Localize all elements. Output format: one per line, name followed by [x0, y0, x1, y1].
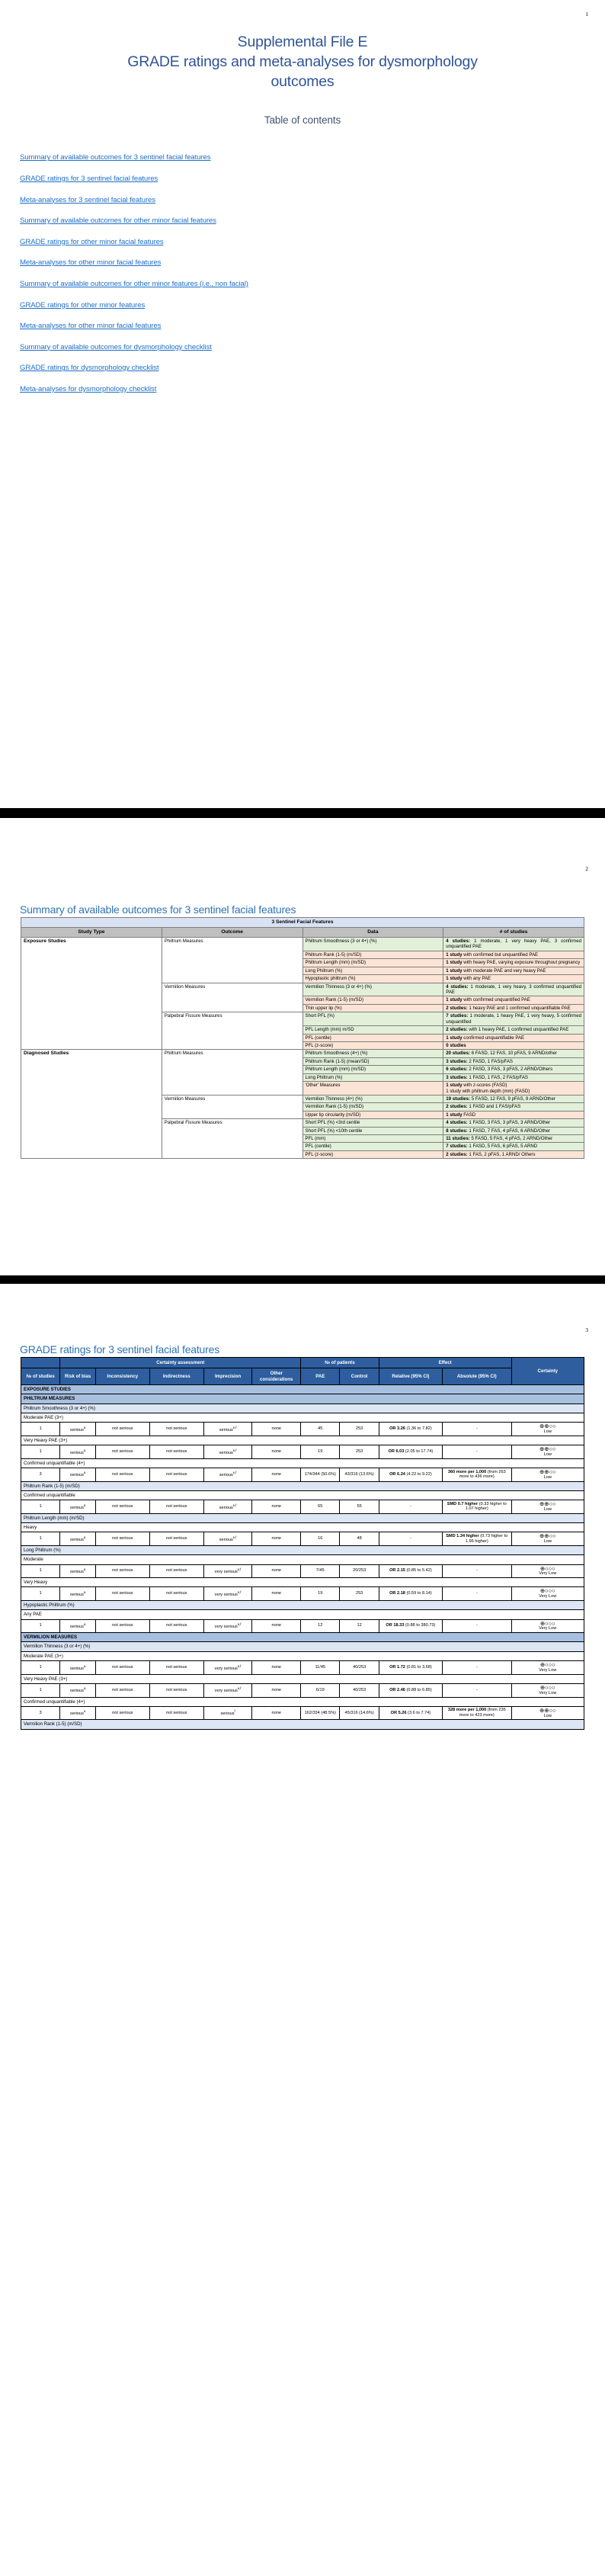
grade-cell: none — [252, 1619, 301, 1633]
grade-cell: - — [443, 1587, 512, 1601]
grade-col-header: Relative (95% CI) — [379, 1368, 442, 1385]
grade-cell: serious$^a$ — [60, 1500, 95, 1514]
grade-subgroup-label: Very Heavy PAE (3+) — [21, 1674, 584, 1683]
grade-col-header: Absolute (95% CI) — [443, 1368, 512, 1385]
grade-cell: not serious — [95, 1706, 149, 1720]
table-row — [21, 1423, 584, 1436]
grade-section-row — [21, 1633, 584, 1642]
grade-cell: serious$^f$ — [203, 1706, 252, 1720]
summary-studies-cell: 1 study with any PAE — [443, 975, 584, 983]
grade-outcome-label: Long Philtrum (%) — [21, 1545, 584, 1554]
summary-studies-cell: 1 study with confirmed but unquantified PAE — [443, 951, 584, 958]
summary-studies-cell: 4 studies: 1 FASD, 3 FAS, 3 pFAS, 3 ARND/Other — [443, 1119, 584, 1127]
summary-studies-cell: 7 studies: 1 moderate, 1 heavy PAE, 1 very heavy, 5 confirmed unquantified — [443, 1012, 584, 1026]
summary-studies-cell: 4 studies: 1 moderate, 1 very heavy PAE, 3 confirmed unquantified PAE — [443, 938, 584, 951]
grade-cell: 19 — [301, 1587, 340, 1601]
toc-heading: Table of contents — [264, 114, 341, 127]
grade-cell: none — [252, 1445, 301, 1459]
page-number: 1 — [585, 11, 588, 18]
grade-subgroup-label: Confirmed unquantifiable — [21, 1490, 584, 1500]
toc-link-meta-other-minor[interactable]: Meta-analyses for other minor facial features — [20, 322, 162, 331]
grade-outcome-label: Philtrum Rank (1-5) (m/SD) — [21, 1481, 584, 1490]
grade-outcome-label: Philtrum Smoothness (3 or 4+) (%) — [21, 1403, 584, 1413]
table-row — [21, 1050, 584, 1057]
toc-link-meta-minor-facial[interactable]: Meta-analyses for other minor facial features — [20, 258, 162, 268]
table-row — [21, 1468, 584, 1481]
page-divider-1 — [0, 808, 605, 818]
grade-outcome-label: Vermilion Thinness (3 or 4+) (%) — [21, 1642, 584, 1651]
summary-data-cell: Philtrum Length (mm) (m/SD) — [302, 1066, 443, 1073]
summary-data-cell: Vermilion Thinness (4+) (%) — [302, 1095, 443, 1102]
grade-group-certainty-final: Certainty — [511, 1358, 584, 1385]
summary-studies-cell: 1 study with z-scores (FASD) 1 study with philtrum depth (mm) (FASD) — [443, 1082, 584, 1096]
grade-cell: not serious — [95, 1619, 149, 1633]
summary-data-cell: Hypoplastic philtrum (%) — [302, 975, 443, 983]
grade-cell: not serious — [149, 1706, 203, 1720]
grade-cell: not serious — [95, 1661, 149, 1675]
grade-cell: - — [379, 1532, 442, 1546]
grade-cell: 65 — [301, 1500, 340, 1514]
slide-title-page — [0, 0, 605, 808]
summary-data-cell: 'Other' Measures — [302, 1082, 443, 1096]
toc-link-grade-sentinel[interactable]: GRADE ratings for 3 sentinel facial features — [20, 174, 158, 183]
grade-cell: very serious$^{e,f}$ — [203, 1619, 252, 1633]
summary-data-cell: PFL (mm) — [302, 1135, 443, 1143]
summary-studies-cell: 2 studies: 1 heavy PAE and 1 confirmed unquantifiable PAE — [443, 1004, 584, 1012]
grade-cell: SMD 0.7 higher (0.33 higher to 1.07 higher) — [443, 1500, 512, 1514]
grade-cell: ⊕○○○ Very Low — [511, 1587, 584, 1601]
grade-cell: serious$^a$ — [60, 1445, 95, 1459]
toc-group-minor-facial — [20, 217, 605, 267]
summary-outcomes-table — [21, 917, 584, 1159]
grade-subgroup-label: Any PAE — [21, 1610, 584, 1619]
summary-studies-cell: 3 studies: 2 FASD, 1 FAS/pFAS — [443, 1057, 584, 1065]
summary-studies-cell: 4 studies: 1 moderate, 1 very heavy, 3 confirmed unquantified PAE — [443, 983, 584, 996]
grade-subgroup-label: Moderate PAE (3+) — [21, 1413, 584, 1422]
summary-studies-cell: 0 studies — [443, 1041, 584, 1049]
summary-outcome: Philtrum Measures — [162, 938, 302, 983]
summary-studies-cell: 2 studies: 1 FAS, 2 pFAS, 1 ARND/ Others — [443, 1150, 584, 1158]
summary-data-cell: Philtrum Rank (1-5) (m/SD) — [302, 951, 443, 958]
toc-link-summary-checklist[interactable]: Summary of available outcomes for dysmorphology checklist — [20, 342, 212, 351]
grade-cell: serious$^a$ — [60, 1532, 95, 1546]
grade-cell: 3 — [21, 1468, 60, 1481]
grade-subgroup-row — [21, 1651, 584, 1660]
grade-outcome-row — [21, 1720, 584, 1729]
grade-cell: not serious — [149, 1500, 203, 1514]
summary-data-cell: Thin upper lip (%) — [302, 1004, 443, 1012]
grade-col-header: Other considerations — [252, 1368, 301, 1385]
toc-link-meta-checklist[interactable]: Meta-analyses for dysmorphology checklist — [20, 384, 157, 393]
grade-cell: very serious$^{e,f}$ — [203, 1661, 252, 1675]
grade-cell: serious$^{e,f}$ — [203, 1468, 252, 1481]
grade-cell: serious$^a$ — [60, 1706, 95, 1720]
toc-group-checklist — [20, 344, 605, 393]
grade-cell: 40/253 — [340, 1661, 379, 1675]
grade-cell: 1 — [21, 1423, 60, 1436]
table-row — [21, 1500, 584, 1514]
grade-cell: serious$^{e,f}$ — [203, 1423, 252, 1436]
grade-cell: OR 2.46 (0.88 to 6.85) — [379, 1683, 442, 1697]
grade-outcome-row — [21, 1600, 584, 1609]
grade-cell: serious$^a$ — [60, 1683, 95, 1697]
summary-data-cell: Philtrum Rank (1-5) (mean/SD) — [302, 1057, 443, 1065]
grade-cell: serious$^a$ — [60, 1619, 95, 1633]
grade-subgroup-label: Confirmed unquantifiable (4+) — [21, 1697, 584, 1706]
grade-cell: SMD 1.34 higher (0.73 higher to 1.96 higher) — [443, 1532, 512, 1546]
table-row — [21, 1587, 584, 1601]
table-row — [21, 1683, 584, 1697]
table-row — [21, 938, 584, 951]
grade-cell: 6/19 — [301, 1683, 340, 1697]
summary-col-header: Data — [302, 928, 443, 938]
grade-cell: OR 1.72 (0.81 to 3.68) — [379, 1661, 442, 1675]
summary-studies-cell: 20 studies: 6 FASD, 12 FAS, 10 pFAS, 9 ARND/other — [443, 1050, 584, 1057]
summary-data-cell: PFL (centile) — [302, 1034, 443, 1041]
grade-group-blank — [21, 1358, 60, 1368]
slide-grade-ratings — [0, 1284, 605, 2115]
grade-cell: not serious — [149, 1587, 203, 1601]
summary-col-header: Outcome — [162, 928, 302, 938]
grade-cell: OR 18.33 (0.88 to 380.73) — [379, 1619, 442, 1633]
grade-cell: ⊕⊕○○ Low — [511, 1445, 584, 1459]
grade-cell: - — [443, 1564, 512, 1578]
summary-data-cell: Philtrum Length (mm) (m/SD) — [302, 959, 443, 967]
grade-cell: very serious$^{e,f}$ — [203, 1564, 252, 1578]
grade-cell: 360 more per 1,000 (from 263 more to 436 more) — [443, 1468, 512, 1481]
grade-cell: none — [252, 1423, 301, 1436]
summary-data-cell: PFL (z-score) — [302, 1150, 443, 1158]
grade-cell: 43/316 (13.6%) — [340, 1468, 379, 1481]
grade-cell: serious$^a$ — [60, 1661, 95, 1675]
grade-col-header: Control — [340, 1368, 379, 1385]
table-row — [21, 1661, 584, 1675]
grade-cell: not serious — [149, 1661, 203, 1675]
grade-cell: none — [252, 1532, 301, 1546]
grade-cell: not serious — [95, 1445, 149, 1459]
grade-cell: not serious — [149, 1619, 203, 1633]
toc-group-sentinel — [20, 154, 605, 204]
grade-col-header: № of studies — [21, 1368, 60, 1385]
summary-data-cell: Short PFL (%) — [302, 1012, 443, 1026]
summary-data-cell: Vermilion Rank (1-5) (m/SD) — [302, 1103, 443, 1111]
summary-col-header: Study Type — [21, 928, 162, 938]
grade-cell: not serious — [95, 1683, 149, 1697]
summary-data-cell: Upper lip circularity (m/SD) — [302, 1111, 443, 1118]
summary-header-row — [21, 928, 584, 938]
grade-group-header-row — [21, 1358, 584, 1368]
table-row — [21, 1532, 584, 1546]
grade-cell: not serious — [149, 1445, 203, 1459]
grade-subgroup-row — [21, 1458, 584, 1468]
grade-cell: 1 — [21, 1500, 60, 1514]
grade-cell: not serious — [149, 1683, 203, 1697]
title-line-3: outcomes — [270, 73, 335, 91]
page-title: GRADE ratings for 3 sentinel facial features — [20, 1343, 219, 1355]
grade-cell: 174/344 (50.6%) — [301, 1468, 340, 1481]
grade-cell: 40/253 — [340, 1683, 379, 1697]
summary-outcome: Palpebral Fissure Measures — [162, 1012, 302, 1050]
summary-studies-cell: 2 studies: 1 FASD and 1 FAS/pFAS — [443, 1103, 584, 1111]
toc-link-grade-other-minor[interactable]: GRADE ratings for other minor features — [20, 300, 146, 310]
summary-data-cell: Long Philtrum (%) — [302, 967, 443, 974]
grade-cell: ⊕⊕○○ Low — [511, 1706, 584, 1720]
grade-cell: not serious — [95, 1500, 149, 1514]
grade-cell: 253 — [340, 1445, 379, 1459]
grade-section-row — [21, 1394, 584, 1403]
grade-cell: ⊕○○○ Very Low — [511, 1619, 584, 1633]
grade-subgroup-row — [21, 1578, 584, 1587]
grade-cell: serious$^{e,f}$ — [203, 1532, 252, 1546]
grade-cell: 45/316 (14.6%) — [340, 1706, 379, 1720]
summary-data-cell: Vermilion Rank (1-5) (m/SD) — [302, 996, 443, 1004]
grade-cell: 1 — [21, 1619, 60, 1633]
grade-cell: none — [252, 1683, 301, 1697]
grade-cell: ⊕⊕○○ Low — [511, 1500, 584, 1514]
grade-cell: serious$^a$ — [60, 1564, 95, 1578]
grade-subgroup-row — [21, 1413, 584, 1422]
summary-data-cell: Short PFL (%) <10th centile — [302, 1127, 443, 1134]
grade-subgroup-label: Very Heavy PAE (3+) — [21, 1436, 584, 1445]
grade-cell: not serious — [95, 1468, 149, 1481]
grade-col-header: Risk of bias — [60, 1368, 95, 1385]
grade-col-header: Inconsistency — [95, 1368, 149, 1385]
grade-subgroup-row — [21, 1610, 584, 1619]
grade-cell: - — [443, 1661, 512, 1675]
grade-cell: serious$^{e,f}$ — [203, 1445, 252, 1459]
grade-cell: 1 — [21, 1661, 60, 1675]
page-title: Summary of available outcomes for 3 sentinel facial features — [20, 903, 296, 916]
grade-cell: 12 — [340, 1619, 379, 1633]
toc-link-summary-minor-facial[interactable]: Summary of available outcomes for other minor facial features — [20, 217, 216, 226]
grade-ratings-table — [21, 1357, 584, 1730]
grade-cell: 253 — [340, 1587, 379, 1601]
grade-cell: OR 6.24 (4.22 to 9.22) — [379, 1468, 442, 1481]
grade-cell: none — [252, 1706, 301, 1720]
grade-cell: not serious — [149, 1423, 203, 1436]
grade-cell: 11/45 — [301, 1661, 340, 1675]
table-row — [21, 1564, 584, 1578]
summary-study-type: Diagnosed Studies — [21, 1050, 162, 1159]
toc-link-summary-other-minor[interactable]: Summary of available outcomes for other minor features (i.e., non facial) — [20, 279, 248, 288]
grade-cell: OR 3.26 (1.36 to 7.82) — [379, 1423, 442, 1436]
grade-outcome-row — [21, 1545, 584, 1554]
grade-outcome-row — [21, 1642, 584, 1651]
grade-col-header: PAE — [301, 1368, 340, 1385]
summary-data-cell: PFL Length (mm) m/SD — [302, 1026, 443, 1034]
grade-cell: 45 — [301, 1423, 340, 1436]
summary-outcome: Palpebral Fissure Measures — [162, 1119, 302, 1159]
grade-cell: 55 — [340, 1500, 379, 1514]
grade-outcome-label: Hypoplastic Philtrum (%) — [21, 1600, 584, 1609]
grade-cell: 16 — [301, 1532, 340, 1546]
grade-cell: - — [443, 1445, 512, 1459]
grade-cell: 1 — [21, 1532, 60, 1546]
grade-outcome-row — [21, 1403, 584, 1413]
summary-studies-cell: 2 studies: with 1 heavy PAE, 1 confirmed unquantified PAE — [443, 1026, 584, 1034]
grade-cell: 48 — [340, 1532, 379, 1546]
summary-studies-cell: 1 study with heavy PAE, varying exposure throughout pregnancy — [443, 959, 584, 967]
summary-data-cell: Philtrum Smoothness (4+) (%) — [302, 1050, 443, 1057]
grade-cell: none — [252, 1661, 301, 1675]
grade-outcome-row — [21, 1513, 584, 1522]
grade-cell: serious$^a$ — [60, 1587, 95, 1601]
toc-group-other-minor — [20, 281, 605, 330]
grade-cell: none — [252, 1564, 301, 1578]
grade-cell: 253 — [340, 1423, 379, 1436]
grade-cell: ⊕⊕○○ Low — [511, 1423, 584, 1436]
grade-cell: 1 — [21, 1445, 60, 1459]
grade-subgroup-label: Moderate — [21, 1555, 584, 1564]
summary-studies-cell: 1 study confirmed unquantifiable PAE — [443, 1034, 584, 1041]
grade-outcome-label: Philtrum Length (mm) (m/SD) — [21, 1513, 584, 1522]
grade-cell: - — [443, 1619, 512, 1633]
grade-cell: not serious — [95, 1587, 149, 1601]
grade-col-header: Indirectness — [149, 1368, 203, 1385]
grade-cell: 328 more per 1,000 (from 235 more to 423 more) — [443, 1706, 512, 1720]
grade-section-label: VERMILION MEASURES — [21, 1633, 584, 1642]
grade-cell: 12 — [301, 1619, 340, 1633]
grade-cell: very serious$^{e,f}$ — [203, 1683, 252, 1697]
grade-cell: - — [443, 1423, 512, 1436]
grade-cell: - — [379, 1500, 442, 1514]
grade-outcome-row — [21, 1481, 584, 1490]
table-of-contents — [0, 154, 605, 393]
grade-group-effect: Effect — [379, 1358, 511, 1368]
grade-cell: not serious — [95, 1532, 149, 1546]
grade-col-header: Imprecision — [203, 1368, 252, 1385]
slide-summary-outcomes — [0, 818, 605, 1275]
title-line-2: GRADE ratings and meta-analyses for dysmorphology — [127, 53, 478, 71]
page-number: 3 — [585, 1326, 588, 1333]
grade-cell: ⊕○○○ Very Low — [511, 1661, 584, 1675]
table-row — [21, 1445, 584, 1459]
summary-outcome: Vermilion Measures — [162, 983, 302, 1012]
summary-studies-cell: 1 study FASD — [443, 1111, 584, 1118]
summary-outcome: Vermilion Measures — [162, 1095, 302, 1118]
summary-studies-cell: 8 studies: 1 FASD, 7 FAS, 4 pFAS, 6 ARND/Other — [443, 1127, 584, 1134]
grade-cell: ⊕⊕○○ Low — [511, 1532, 584, 1546]
grade-cell: 19 — [301, 1445, 340, 1459]
grade-subgroup-row — [21, 1674, 584, 1683]
summary-studies-cell: 19 studies: 5 FASD, 12 FAS, 9 pFAS, 9 ARND/Other — [443, 1095, 584, 1102]
grade-cell: ⊕○○○ Very Low — [511, 1683, 584, 1697]
summary-outcome: Philtrum Measures — [162, 1050, 302, 1096]
grade-subgroup-row — [21, 1490, 584, 1500]
summary-studies-cell: 7 studies: 1 FASD, 5 FAS, 6 pFAS, 5 ARND — [443, 1143, 584, 1150]
grade-subgroup-row — [21, 1436, 584, 1445]
grade-cell: not serious — [149, 1532, 203, 1546]
grade-cell: OR 5.26 (3.6 to 7.74) — [379, 1706, 442, 1720]
grade-cell: not serious — [149, 1468, 203, 1481]
toc-link-summary-sentinel[interactable]: Summary of available outcomes for 3 sentinel facial features — [20, 153, 211, 162]
grade-cell: ⊕⊕○○ Low — [511, 1468, 584, 1481]
grade-cell: OR 2.15 (0.85 to 5.42) — [379, 1564, 442, 1578]
grade-cell: not serious — [95, 1564, 149, 1578]
summary-studies-cell: 11 studies: 5 FASD, 5 FAS, 4 pFAS, 2 ARND/Other — [443, 1135, 584, 1143]
grade-cell: serious$^{e,f}$ — [203, 1500, 252, 1514]
summary-study-type: Exposure Studies — [21, 938, 162, 1050]
grade-section-label: PHILTRUM MEASURES — [21, 1394, 584, 1403]
grade-subgroup-label: Moderate PAE (3+) — [21, 1651, 584, 1660]
summary-data-cell: Philtrum Smoothness (3 or 4+) (%) — [302, 938, 443, 951]
grade-cell: not serious — [149, 1564, 203, 1578]
summary-studies-cell: 3 studies: 1 FASD, 1 FAS, 2 FAS/pFAS — [443, 1073, 584, 1081]
title-line-1: Supplemental File E — [237, 34, 368, 50]
grade-group-patients: № of patients — [301, 1358, 379, 1368]
grade-subgroup-row — [21, 1523, 584, 1532]
grade-group-certainty: Certainty assessment — [60, 1358, 301, 1368]
grade-subgroup-row — [21, 1555, 584, 1564]
grade-column-header-row — [21, 1368, 584, 1385]
toc-link-grade-checklist[interactable]: GRADE ratings for dysmorphology checklist — [20, 364, 159, 373]
summary-data-cell: PFL (z-score) — [302, 1041, 443, 1049]
grade-cell: serious$^a$ — [60, 1423, 95, 1436]
grade-cell: 1 — [21, 1683, 60, 1697]
summary-studies-cell: 6 studies: 2 FASD, 3 FAS, 3 pFAS, 2 ARND/Others — [443, 1066, 584, 1073]
grade-cell: very serious$^{e,f}$ — [203, 1587, 252, 1601]
grade-cell: 20/253 — [340, 1564, 379, 1578]
grade-subgroup-label: Very Heavy — [21, 1578, 584, 1587]
title-block — [0, 0, 605, 91]
summary-data-cell: PFL (centile) — [302, 1143, 443, 1150]
summary-studies-cell: 1 study with confirmed unquantified PAE — [443, 996, 584, 1004]
table-row — [21, 1706, 584, 1720]
table-row — [21, 1619, 584, 1633]
grade-cell: OR 2.18 (0.59 to 8.14) — [379, 1587, 442, 1601]
grade-cell: 3 — [21, 1706, 60, 1720]
summary-data-cell: Short PFL (%) <3rd centile — [302, 1119, 443, 1127]
grade-cell: ⊕○○○ Very Low — [511, 1564, 584, 1578]
grade-cell: none — [252, 1587, 301, 1601]
grade-section-row — [21, 1384, 584, 1394]
toc-link-grade-minor-facial[interactable]: GRADE ratings for other minor facial features — [20, 237, 164, 246]
grade-cell: none — [252, 1468, 301, 1481]
grade-cell: none — [252, 1500, 301, 1514]
grade-cell: 162/334 (48.5%) — [301, 1706, 340, 1720]
summary-banner: 3 Sentinel Facial Features — [21, 918, 584, 928]
summary-data-cell: Long Philtrum (%) — [302, 1073, 443, 1081]
grade-section-label: EXPOSURE STUDIES — [21, 1384, 584, 1394]
toc-link-meta-sentinel[interactable]: Meta-analyses for 3 sentinel facial features — [20, 195, 155, 204]
grade-subgroup-row — [21, 1697, 584, 1706]
summary-col-header: # of studies — [443, 928, 584, 938]
grade-subgroup-label: Confirmed unquantifiable (4+) — [21, 1458, 584, 1468]
page-number: 2 — [585, 865, 588, 872]
grade-subgroup-label: Heavy — [21, 1523, 584, 1532]
grade-outcome-label: Vermilion Rank (1-5) (m/SD) — [21, 1720, 584, 1729]
grade-cell: serious$^a$ — [60, 1468, 95, 1481]
grade-cell: - — [443, 1683, 512, 1697]
grade-cell: 7/45 — [301, 1564, 340, 1578]
grade-cell: 1 — [21, 1587, 60, 1601]
grade-cell: OR 6.03 (2.05 to 17.74) — [379, 1445, 442, 1459]
page-divider-2 — [0, 1275, 605, 1284]
summary-banner-row — [21, 918, 584, 928]
summary-studies-cell: 1 study with moderate PAE and very heavy PAE — [443, 967, 584, 974]
summary-data-cell: Vermilion Thinness (3 or 4+) (%) — [302, 983, 443, 996]
grade-cell: 1 — [21, 1564, 60, 1578]
grade-cell: not serious — [95, 1423, 149, 1436]
